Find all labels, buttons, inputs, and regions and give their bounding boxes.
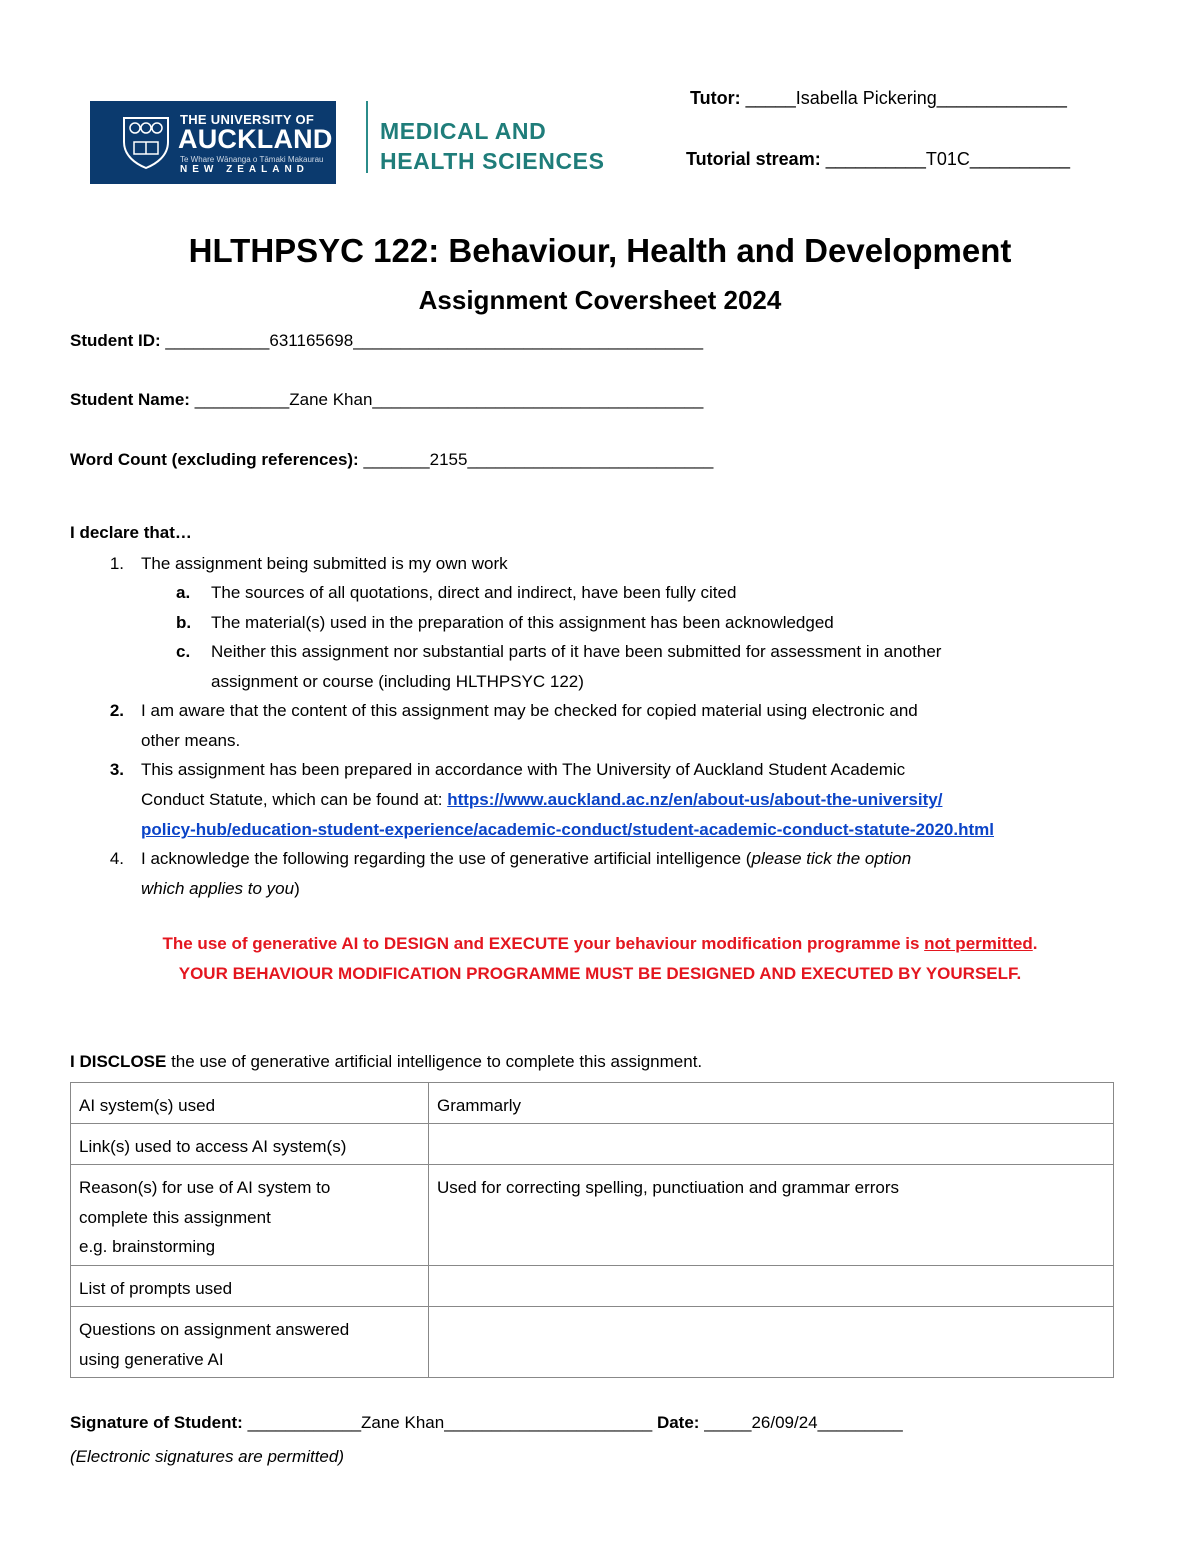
tutor-field <box>690 88 1067 109</box>
tutor-label: Tutor: <box>690 88 741 108</box>
word-count-value: _______2155__________________________ <box>363 450 714 469</box>
ai-disclosure-table <box>70 1082 1114 1378</box>
table-row <box>71 1266 1114 1307</box>
list-letter: a. <box>176 583 191 602</box>
statute-link-part1[interactable]: https://www.auckland.ac.nz/en/about-us/about-the-university/ <box>447 790 943 809</box>
page-subtitle: Assignment Coversheet 2024 <box>418 285 782 315</box>
word-count-label: Word Count (excluding references): <box>70 450 359 469</box>
university-crest-icon <box>116 112 176 172</box>
list-number: 4. <box>109 849 124 868</box>
warning-period: . <box>1032 934 1038 953</box>
list-number: 2. <box>109 701 124 720</box>
disclose-bold: I DISCLOSE <box>70 1052 167 1071</box>
logo-text-auckland: AUCKLAND <box>178 124 333 154</box>
label-line: e.g. brainstorming <box>79 1237 216 1256</box>
student-name-field <box>70 390 703 410</box>
tutorial-stream-value: __________T01C__________ <box>825 149 1070 169</box>
faculty-name-line1: MEDICAL AND <box>380 118 547 144</box>
table-row <box>71 1083 1114 1124</box>
table-row <box>71 1307 1114 1378</box>
table-cell-label <box>71 1165 429 1266</box>
item4-italic-text-continued: which applies to you <box>141 879 295 898</box>
signature-value: ____________Zane Khan______________________ <box>247 1413 653 1432</box>
word-count-field <box>70 450 713 470</box>
label-line: complete this assignment <box>79 1207 271 1227</box>
ai-warning-line2: YOUR BEHAVIOUR MODIFICATION PROGRAMME MUST BE DESIGNED AND EXECUTED BY YOURSELF. <box>178 964 1022 983</box>
date-value: _____26/09/24_________ <box>704 1413 903 1432</box>
item4-italic-text: please tick the option <box>751 849 912 868</box>
list-letter: c. <box>176 642 191 661</box>
list-item-text: Neither this assignment nor substantial parts of it have been submitted for assessment in another <box>211 642 942 661</box>
student-name-value: __________Zane Khan___________________________________ <box>194 390 704 409</box>
student-id-label: Student ID: <box>70 331 161 350</box>
statute-link-part2[interactable]: policy-hub/education-student-experience/academic-conduct/student-academic-conduct-statute-2020.html <box>141 820 994 839</box>
list-item-text: The material(s) used in the preparation of this assignment has been acknowledged <box>211 613 834 632</box>
list-item-text: This assignment has been prepared in accordance with The University of Auckland Student Academic <box>141 760 906 779</box>
list-item-text <box>141 844 911 874</box>
student-id-value: ___________631165698_____________________________________ <box>165 331 704 350</box>
list-number: 1. <box>109 554 124 573</box>
table-cell-value <box>429 1124 1114 1165</box>
statute-link-prefix: Conduct Statute, which can be found at: <box>141 790 448 809</box>
warning-text: The use of generative AI to DESIGN and EXECUTE your behaviour modification programme is <box>162 934 925 953</box>
signature-label: Signature of Student: <box>70 1413 243 1432</box>
list-item-text-continued <box>141 785 942 815</box>
table-cell-label <box>71 1307 429 1378</box>
page-title: HLTHPSYC 122: Behaviour, Health and Development <box>188 232 1012 269</box>
label-line: Questions on assignment answered <box>79 1320 350 1339</box>
tutorial-stream-label: Tutorial stream: <box>686 149 821 169</box>
declaration-heading: I declare that… <box>70 523 192 542</box>
label-line: using generative AI <box>79 1349 224 1369</box>
logo-text-university-of: THE UNIVERSITY OF <box>180 112 315 127</box>
table-cell-value: Grammarly <box>429 1083 1114 1124</box>
faculty-name-line2: HEALTH SCIENCES <box>380 148 605 174</box>
logo-text-maori-name: Te Whare Wānanga o Tāmaki Makaurau <box>180 155 324 164</box>
list-item-text-continued: other means. <box>141 731 241 750</box>
table-row <box>71 1124 1114 1165</box>
student-name-label: Student Name: <box>70 390 190 409</box>
tutor-value: _____Isabella Pickering_____________ <box>745 88 1067 108</box>
table-cell-label: Link(s) used to access AI system(s) <box>71 1124 429 1165</box>
ai-disclosure-statement <box>70 1052 702 1072</box>
signature-field <box>70 1413 903 1433</box>
tutorial-stream-field <box>686 149 1070 170</box>
list-item-text-continued <box>141 874 300 904</box>
list-item-text-continued: assignment or course (including HLTHPSYC 122) <box>211 672 584 691</box>
item4-text: I acknowledge the following regarding the use of generative artificial intelligence ( <box>141 849 752 868</box>
disclose-text: the use of generative artificial intelligence to complete this assignment. <box>166 1052 703 1071</box>
warning-emphasis: not permitted <box>924 934 1033 953</box>
student-id-field <box>70 331 703 351</box>
table-row <box>71 1165 1114 1266</box>
table-cell-label: List of prompts used <box>71 1266 429 1307</box>
list-letter: b. <box>176 613 192 632</box>
table-cell-value: Used for correcting spelling, punctiuation and grammar errors <box>429 1165 1114 1266</box>
label-line: Reason(s) for use of AI system to <box>79 1178 331 1197</box>
electronic-signature-note: (Electronic signatures are permitted) <box>70 1447 345 1466</box>
list-item-text: I am aware that the content of this assignment may be checked for copied material using electronic and <box>141 701 918 720</box>
table-cell-value <box>429 1266 1114 1307</box>
logo-text-new-zealand: NEW ZEALAND <box>180 164 309 175</box>
ai-warning-line1 <box>0 934 1200 954</box>
table-cell-label: AI system(s) used <box>71 1083 429 1124</box>
list-number: 3. <box>109 760 124 779</box>
item4-closing: ) <box>294 879 300 898</box>
list-item-text: The sources of all quotations, direct and indirect, have been fully cited <box>211 583 737 602</box>
date-label: Date: <box>656 1413 700 1432</box>
logo-divider <box>366 101 368 173</box>
list-item-text: The assignment being submitted is my own work <box>141 554 508 573</box>
table-cell-value <box>429 1307 1114 1378</box>
